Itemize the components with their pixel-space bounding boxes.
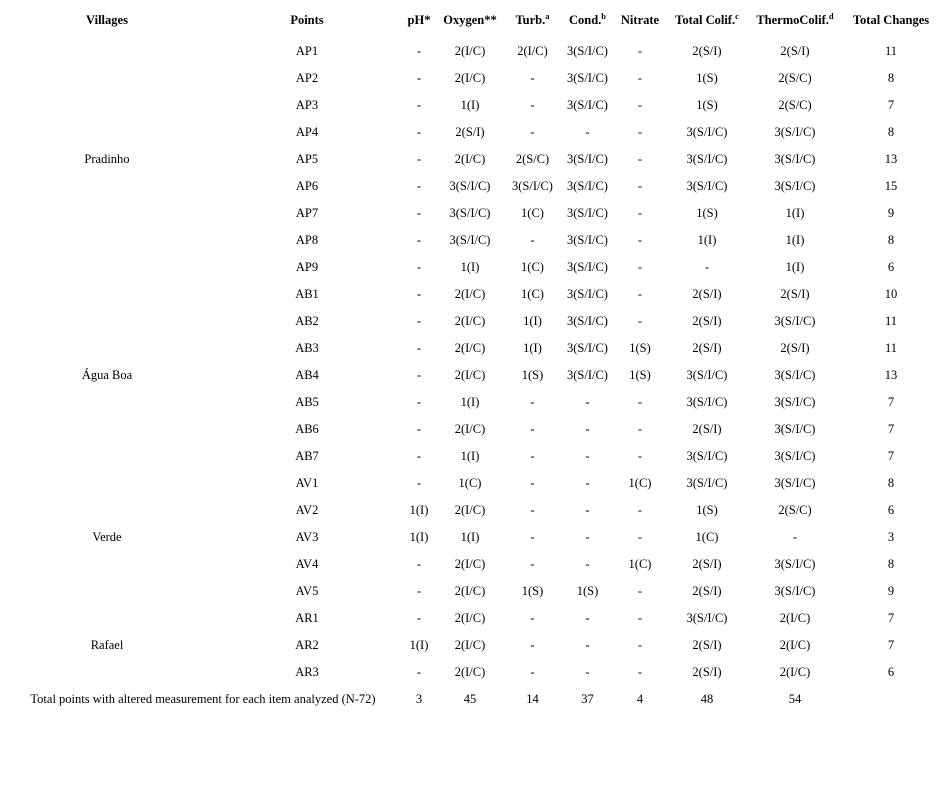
cell-turbidity: 3(S/I/C) [512,179,553,193]
cell-point: AV1 [295,476,319,490]
totals-row [0,686,944,713]
cell-turbidity: 1(C) [521,206,544,220]
cell-oxygen: 2(I/C) [454,44,486,58]
cell-total-coliforms: 3(S/I/C) [686,179,728,193]
cell-thermo-coliforms: 3(S/I/C) [774,557,816,571]
village-label-pradinho: Pradinho [84,152,130,166]
cell-nitrate: - [637,449,643,463]
cell-total-changes: 7 [887,611,895,625]
cell-ph: - [416,287,422,301]
header-total-changes: Total Changes [852,13,930,27]
cell-oxygen: 2(S/I) [455,125,485,139]
header-thermo-coliforms [748,7,842,34]
cell-thermo-coliforms: 1(I) [785,206,805,220]
cell-oxygen: 2(I/C) [454,584,486,598]
cell-nitrate: - [637,233,643,247]
header-conductivity-footnote: b [601,11,607,21]
totals-label: Total points with altered measurement for each item analyzed (N-72) [30,692,376,706]
cell-oxygen: 2(I/C) [454,611,486,625]
cell-nitrate: - [637,422,643,436]
cell-turbidity: - [530,638,535,652]
cell-ph: - [416,71,422,85]
totals-thermo-coliforms: 54 [788,692,802,706]
table-row [0,173,944,200]
cell-point: AP5 [295,152,319,166]
cell-nitrate: - [637,98,643,112]
cell-point: AB4 [295,368,319,382]
cell-oxygen: 2(I/C) [454,557,486,571]
header-conductivity-label: Cond. [568,13,602,27]
cell-nitrate: - [637,314,643,328]
village-label-rafael: Rafael [90,638,124,652]
cell-point: AP6 [295,179,319,193]
cell-total-changes: 11 [884,44,898,58]
cell-total-changes: 8 [887,557,895,571]
cell-ph: - [416,611,422,625]
cell-conductivity: 3(S/I/C) [567,260,608,274]
cell-ph: - [416,476,422,490]
cell-nitrate: 1(C) [628,557,652,571]
table-row [0,335,944,362]
cell-conductivity: 3(S/I/C) [567,152,608,166]
cell-turbidity: 2(S/C) [515,152,550,166]
cell-total-coliforms: 2(S/I) [692,422,722,436]
cell-total-coliforms: 2(S/I) [692,314,722,328]
table-row [0,254,944,281]
header-total-coliforms-footnote: c [735,11,739,21]
cell-thermo-coliforms: 2(S/C) [778,503,812,517]
cell-thermo-coliforms: 2(S/C) [778,71,812,85]
header-oxygen: Oxygen** [443,13,497,27]
cell-total-changes: 7 [887,98,895,112]
cell-total-coliforms: 2(S/I) [692,584,722,598]
cell-nitrate: - [637,665,643,679]
cell-nitrate: 1(S) [629,368,651,382]
cell-thermo-coliforms: 2(S/C) [778,98,812,112]
cell-ph: - [416,44,422,58]
cell-conductivity: - [585,503,590,517]
cell-total-changes: 9 [887,206,895,220]
cell-ph: 1(I) [409,530,429,544]
table-row [0,200,944,227]
header-total-coliforms-label: Total Colif. [675,13,736,27]
cell-total-changes: 6 [887,665,895,679]
cell-total-changes: 6 [887,260,895,274]
cell-total-changes: 8 [887,71,895,85]
cell-total-coliforms: 1(I) [697,233,717,247]
cell-point: AV3 [295,530,319,544]
cell-oxygen: 2(I/C) [454,368,486,382]
header-total-coliforms [666,7,748,34]
header-thermo-coliforms-footnote: d [828,11,834,21]
cell-oxygen: 2(I/C) [454,71,486,85]
cell-total-coliforms: 1(S) [696,98,718,112]
cell-point: AB5 [295,395,319,409]
cell-point: AB2 [295,314,319,328]
cell-ph: - [416,179,422,193]
cell-turbidity: - [530,449,535,463]
cell-turbidity: 1(C) [521,287,544,301]
cell-turbidity: - [530,98,535,112]
cell-nitrate: - [637,206,643,220]
header-conductivity [561,7,614,34]
cell-point: AV4 [295,557,319,571]
cell-total-coliforms: 2(S/I) [692,665,722,679]
cell-thermo-coliforms: 1(I) [785,260,805,274]
cell-nitrate: - [637,503,643,517]
cell-total-coliforms: 1(S) [696,206,718,220]
cell-oxygen: 1(I) [460,395,480,409]
cell-thermo-coliforms: 3(S/I/C) [774,179,816,193]
cell-nitrate: 1(S) [629,341,651,355]
cell-ph: - [416,422,422,436]
cell-thermo-coliforms: 2(S/I) [780,341,810,355]
cell-ph: - [416,665,422,679]
cell-point: AB1 [295,287,319,301]
cell-nitrate: - [637,179,643,193]
cell-total-coliforms: 2(S/I) [692,287,722,301]
cell-total-coliforms: 2(S/I) [692,557,722,571]
cell-ph: - [416,395,422,409]
cell-total-coliforms: 3(S/I/C) [686,152,728,166]
header-thermo-coliforms-label: ThermoColif. [756,13,829,27]
cell-point: AB7 [295,449,319,463]
cell-total-changes: 11 [884,314,898,328]
cell-total-coliforms: 2(S/I) [692,341,722,355]
table-row [0,65,944,92]
cell-oxygen: 1(I) [460,260,480,274]
cell-turbidity: 2(I/C) [517,44,548,58]
cell-total-changes: 8 [887,476,895,490]
cell-ph: - [416,368,422,382]
cell-thermo-coliforms: 2(I/C) [779,638,811,652]
header-nitrate: Nitrate [620,13,660,27]
cell-conductivity: - [585,638,590,652]
cell-point: AV5 [295,584,319,598]
header-turbidity [505,7,560,34]
cell-turbidity: - [530,422,535,436]
table-header-row [0,7,944,34]
cell-ph: - [416,449,422,463]
header-turbidity-footnote: a [545,11,550,21]
cell-thermo-coliforms: 2(I/C) [779,611,811,625]
cell-oxygen: 1(I) [460,98,480,112]
cell-total-coliforms: 3(S/I/C) [686,476,728,490]
cell-point: AB3 [295,341,319,355]
cell-point: AR2 [295,638,319,652]
cell-turbidity: 1(I) [523,314,542,328]
cell-ph: - [416,557,422,571]
cell-point: AP4 [295,125,319,139]
cell-oxygen: 1(C) [458,476,482,490]
header-villages: Villages [86,13,128,27]
cell-oxygen: 3(S/I/C) [449,233,491,247]
cell-thermo-coliforms: 2(S/I) [780,287,810,301]
table-row [0,443,944,470]
cell-conductivity: 3(S/I/C) [567,98,608,112]
table-row [0,497,944,524]
cell-conductivity: - [585,422,590,436]
cell-turbidity: - [530,233,535,247]
table-row [0,551,944,578]
cell-nitrate: 1(C) [628,476,652,490]
cell-total-coliforms: 2(S/I) [692,638,722,652]
cell-total-changes: 13 [884,368,898,382]
cell-nitrate: - [637,44,643,58]
cell-point: AP8 [295,233,319,247]
cell-oxygen: 2(I/C) [454,638,486,652]
cell-thermo-coliforms: 3(S/I/C) [774,422,816,436]
cell-oxygen: 2(I/C) [454,503,486,517]
cell-total-coliforms: 3(S/I/C) [686,395,728,409]
cell-oxygen: 2(I/C) [454,665,486,679]
cell-turbidity: - [530,125,535,139]
cell-nitrate: - [637,287,643,301]
table-row [0,92,944,119]
table-row [0,470,944,497]
cell-turbidity: 1(C) [521,260,544,274]
cell-total-changes: 7 [887,395,895,409]
cell-oxygen: 2(I/C) [454,152,486,166]
cell-nitrate: - [637,71,643,85]
cell-total-changes: 7 [887,422,895,436]
totals-oxygen: 45 [463,692,477,706]
cell-turbidity: - [530,665,535,679]
cell-thermo-coliforms: 3(S/I/C) [774,584,816,598]
cell-ph: - [416,314,422,328]
cell-conductivity: 3(S/I/C) [567,179,608,193]
cell-total-coliforms: 3(S/I/C) [686,125,728,139]
cell-nitrate: - [637,260,643,274]
cell-ph: - [416,233,422,247]
cell-conductivity: - [585,530,590,544]
cell-thermo-coliforms: 3(S/I/C) [774,476,816,490]
village-label-agua-boa: Água Boa [81,368,133,382]
village-label-verde: Verde [92,530,122,544]
cell-point: AR3 [295,665,319,679]
cell-conductivity: 3(S/I/C) [567,44,608,58]
table-row [0,362,944,389]
table-row [0,227,944,254]
table-row [0,38,944,65]
cell-oxygen: 3(S/I/C) [449,179,491,193]
cell-total-coliforms: 1(C) [695,530,719,544]
cell-total-changes: 3 [887,530,895,544]
cell-thermo-coliforms: 2(I/C) [779,665,811,679]
cell-conductivity: 3(S/I/C) [567,233,608,247]
cell-ph: - [416,152,422,166]
header-points: Points [290,13,324,27]
cell-turbidity: - [530,611,535,625]
cell-conductivity: 3(S/I/C) [567,287,608,301]
table-row [0,416,944,443]
cell-thermo-coliforms: 1(I) [785,233,805,247]
cell-thermo-coliforms: 3(S/I/C) [774,368,816,382]
cell-turbidity: - [530,503,535,517]
cell-conductivity: 3(S/I/C) [567,71,608,85]
totals-nitrate: 4 [636,692,644,706]
cell-conductivity: 3(S/I/C) [567,368,608,382]
cell-conductivity: - [585,125,590,139]
cell-total-changes: 7 [887,638,895,652]
cell-ph: - [416,341,422,355]
cell-ph: - [416,206,422,220]
cell-conductivity: - [585,557,590,571]
table-row [0,659,944,686]
cell-thermo-coliforms: 3(S/I/C) [774,314,816,328]
cell-ph: - [416,260,422,274]
cell-total-coliforms: 3(S/I/C) [686,368,728,382]
cell-turbidity: - [530,476,535,490]
cell-total-changes: 11 [884,341,898,355]
cell-turbidity: 1(I) [523,341,542,355]
cell-nitrate: - [637,530,643,544]
totals-ph: 3 [415,692,423,706]
cell-thermo-coliforms: 3(S/I/C) [774,125,816,139]
table-row [0,578,944,605]
cell-oxygen: 1(I) [460,530,480,544]
cell-oxygen: 2(I/C) [454,341,486,355]
cell-point: AR1 [295,611,319,625]
cell-thermo-coliforms: 3(S/I/C) [774,395,816,409]
cell-nitrate: - [637,395,643,409]
cell-total-coliforms: 2(S/I) [692,44,722,58]
cell-conductivity: - [585,611,590,625]
cell-turbidity: - [530,557,535,571]
cell-point: AV2 [295,503,319,517]
cell-thermo-coliforms: - [792,530,798,544]
cell-conductivity: - [585,476,590,490]
cell-total-changes: 15 [884,179,898,193]
cell-oxygen: 2(I/C) [454,287,486,301]
cell-total-changes: 9 [887,584,895,598]
cell-total-coliforms: 3(S/I/C) [686,611,728,625]
cell-point: AP1 [295,44,319,58]
totals-conductivity: 37 [581,692,594,706]
cell-conductivity: 3(S/I/C) [567,341,608,355]
cell-thermo-coliforms: 2(S/I) [780,44,810,58]
cell-nitrate: - [637,152,643,166]
totals-turbidity: 14 [526,692,539,706]
header-ph: pH* [407,13,431,27]
cell-turbidity: 1(S) [521,584,544,598]
cell-ph: 1(I) [409,638,429,652]
table-row [0,146,944,173]
table-row [0,524,944,551]
cell-total-changes: 10 [884,287,898,301]
cell-point: AB6 [295,422,319,436]
cell-thermo-coliforms: 3(S/I/C) [774,449,816,463]
table-row [0,308,944,335]
cell-conductivity: 3(S/I/C) [567,314,608,328]
cell-ph: - [416,98,422,112]
cell-oxygen: 1(I) [460,449,480,463]
cell-nitrate: - [637,125,643,139]
cell-nitrate: - [637,584,643,598]
cell-total-changes: 13 [884,152,898,166]
cell-oxygen: 2(I/C) [454,314,486,328]
cell-nitrate: - [637,638,643,652]
cell-ph: 1(I) [409,503,429,517]
cell-nitrate: - [637,611,643,625]
cell-oxygen: 3(S/I/C) [449,206,491,220]
cell-total-changes: 8 [887,125,895,139]
cell-point: AP7 [295,206,319,220]
cell-total-changes: 8 [887,233,895,247]
cell-conductivity: - [585,395,590,409]
header-turbidity-label: Turb. [515,13,546,27]
cell-total-changes: 7 [887,449,895,463]
cell-total-changes: 6 [887,503,895,517]
cell-total-coliforms: 3(S/I/C) [686,449,728,463]
cell-oxygen: 2(I/C) [454,422,486,436]
table-row [0,605,944,632]
cell-turbidity: - [530,71,535,85]
cell-conductivity: 1(S) [576,584,599,598]
cell-total-coliforms: - [704,260,710,274]
cell-turbidity: 1(S) [521,368,544,382]
cell-total-coliforms: 1(S) [696,71,718,85]
cell-conductivity: 3(S/I/C) [567,206,608,220]
cell-conductivity: - [585,665,590,679]
cell-point: AP2 [295,71,319,85]
table-row [0,119,944,146]
table-row [0,389,944,416]
table-row [0,281,944,308]
cell-total-coliforms: 1(S) [696,503,718,517]
cell-point: AP3 [295,98,319,112]
totals-total-coliforms: 48 [700,692,714,706]
table-row [0,632,944,659]
cell-thermo-coliforms: 3(S/I/C) [774,152,816,166]
cell-conductivity: - [585,449,590,463]
cell-point: AP9 [295,260,319,274]
cell-turbidity: - [530,530,535,544]
cell-ph: - [416,584,422,598]
cell-ph: - [416,125,422,139]
cell-turbidity: - [530,395,535,409]
